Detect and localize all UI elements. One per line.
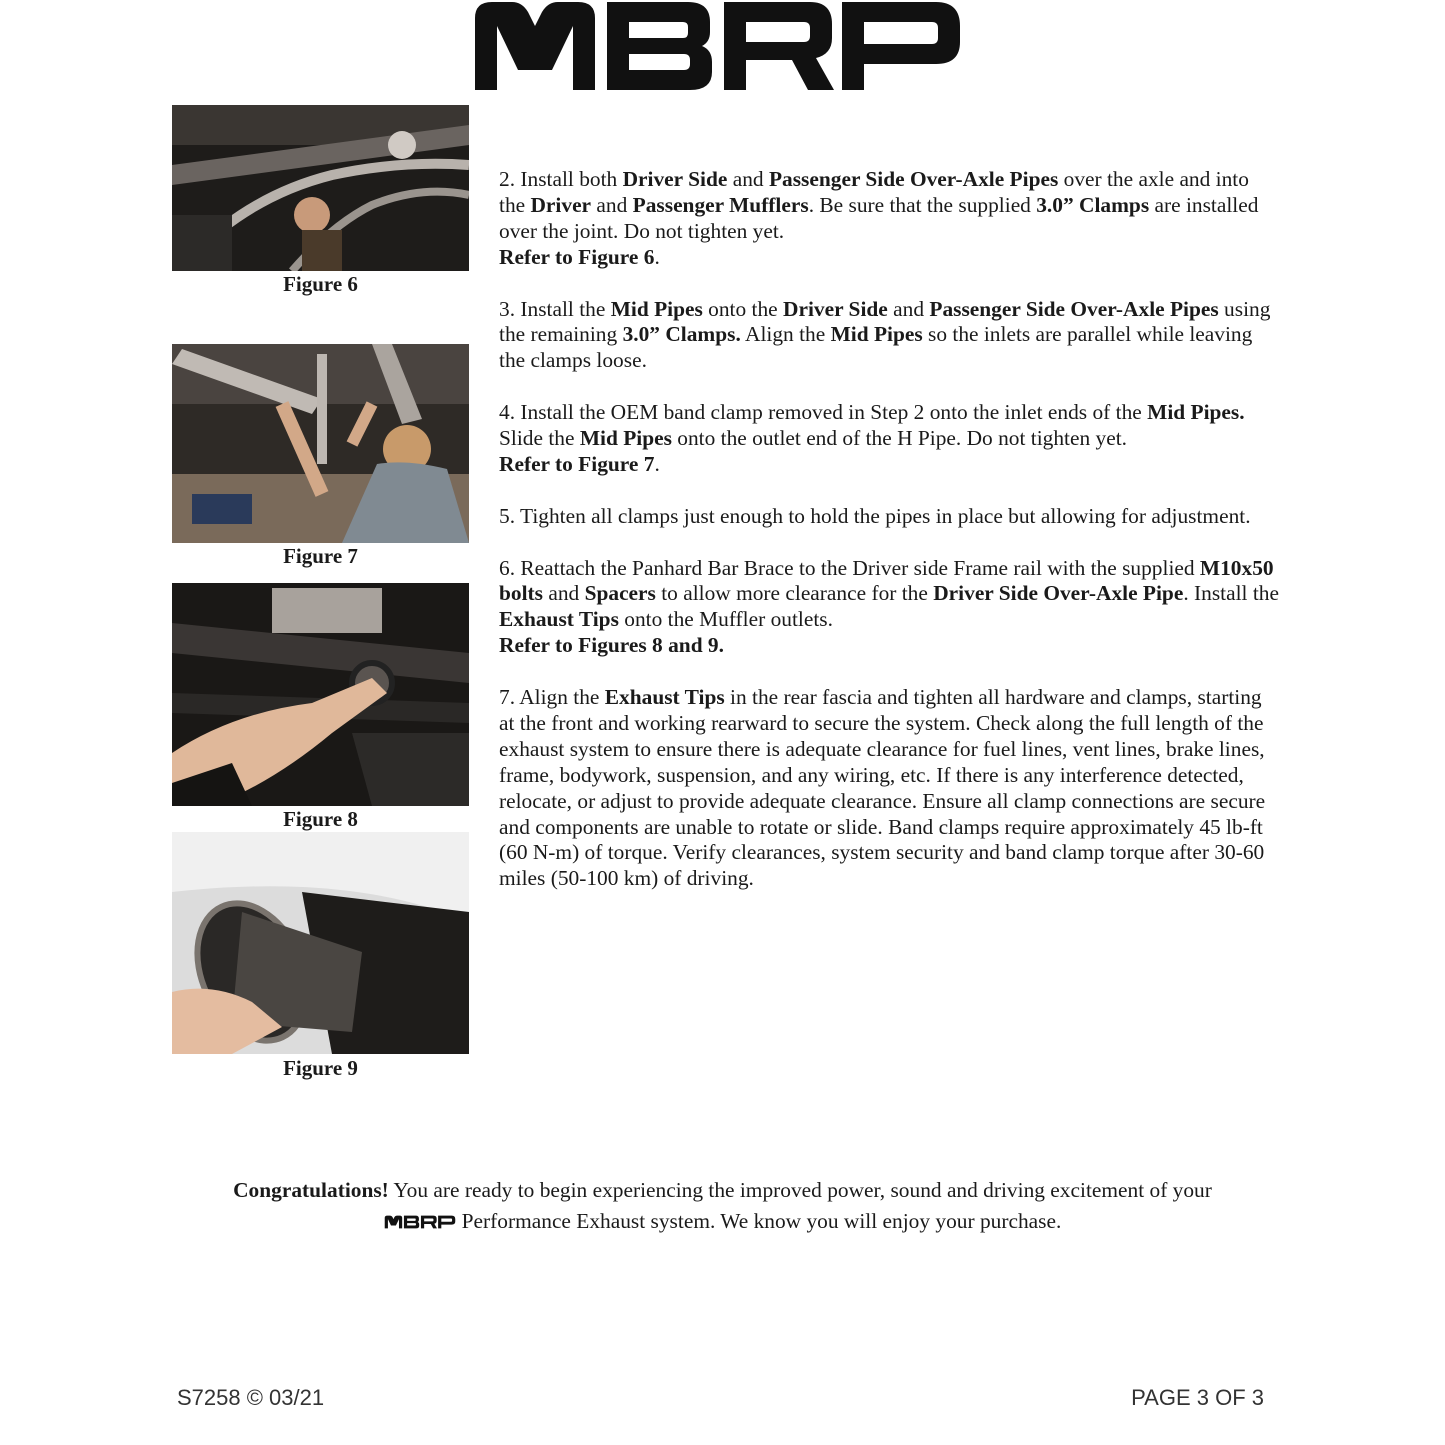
step-text-run: 6. Reattach the Panhard Bar Brace to the Driver side Frame rail with the supplied (499, 555, 1200, 580)
step-text-run: onto the outlet end of the H Pipe. Do not tighten yet. (677, 426, 1127, 451)
step-text-run: 3.0” Clamps (1036, 192, 1150, 217)
step-text-run: Refer to Figures 8 and 9. (499, 633, 724, 658)
step-text-run: 3. Install the (499, 296, 611, 321)
step-7 (499, 685, 1279, 892)
page-number: PAGE 3 OF 3 (1131, 1385, 1264, 1410)
mbrp-mini-logo-icon (384, 1214, 456, 1230)
step-text-run: using the remaining (499, 296, 1271, 347)
step-text-run: Mid Pipes. (1147, 400, 1245, 425)
congrats-bold: Congratulations! (233, 1178, 389, 1202)
step-text-run: onto the (702, 296, 784, 321)
step-5 (499, 504, 1279, 530)
mbrp-logo-icon (470, 0, 965, 92)
step-text-run: 2. Install both (499, 167, 623, 191)
step-text-run: 3.0” Clamps. (622, 322, 741, 347)
step-text-run: Driver (530, 192, 592, 217)
step-6 (499, 556, 1279, 660)
mechanic-installing-pipes-photo-icon (172, 344, 469, 543)
step-text-run: Exhaust Tips (604, 685, 725, 710)
mbrp-logo (470, 0, 965, 92)
step-text-run: Refer to Figure 6 (499, 244, 655, 269)
step-text-run: Refer to Figure 7 (499, 451, 655, 476)
step-text-run: Passenger Mufflers (632, 192, 809, 217)
step-text-run: so the inlets are parallel while leaving the clamps loose. (499, 322, 1253, 373)
step-text-run: 4. Install the OEM band clamp removed in Step 2 onto the inlet ends of the (499, 400, 1148, 425)
step-text-run: in the rear fascia and tighten all hardware and clamps, starting at the front and working rearward to secure the system. Check along the full length of the exhaust system to ensure there is adequate clearance for fuel lines, vent lines, brake lines, frame, bodywork, suspension, and any wiring, etc. If there is any interference detected, relocate, or adjust to provide adequate clearance. Ensure all clamp connections are secure and components are unable to rotate or slide. Band clamps require approximately 45 lb-ft (60 N-m) of torque. Verify clearances, system security and band clamp torque after 30-60 miles (50-100 km) of driving. (499, 685, 1266, 891)
step-text-run: and (542, 581, 585, 606)
step-text-run: Passenger Side Over-Axle Pipes (929, 296, 1219, 321)
step-2 (499, 167, 1279, 271)
step-text-run: to allow more clearance for the (655, 581, 934, 606)
step-text-run: 5. Tighten all clamps just enough to hold the pipes in place but allowing for adjustment. (499, 503, 1251, 528)
figure-9-image (172, 832, 469, 1054)
exhaust-tip-photo-icon (172, 832, 469, 1054)
step-text-run: and (887, 296, 930, 321)
step-text-run: Spacers (584, 581, 656, 606)
step-text-run: . (654, 244, 660, 269)
step-text-run: Driver Side (783, 296, 888, 321)
step-text-run: Driver Side Over-Axle Pipe (933, 581, 1184, 606)
figure-8-image (172, 583, 469, 806)
step-4 (499, 400, 1279, 478)
figure-7-caption: Figure 7 (283, 544, 358, 568)
undercarriage-photo-icon (172, 105, 469, 271)
figure-7-image (172, 344, 469, 543)
step-text-run: Mid Pipes (579, 426, 672, 451)
step-text-run: M10x50 bolts (499, 555, 1274, 606)
document-code: S7258 © 03/21 (177, 1385, 325, 1410)
step-text-run: and (727, 167, 769, 191)
step-text-run: over the axle and into the (499, 167, 1249, 217)
step-text-run: are installed over the joint. Do not tighten yet. (499, 192, 1259, 243)
step-text-run: . Install the (1183, 581, 1279, 606)
congrats-line1: You are ready to begin experiencing the improved power, sound and driving excitement of your (388, 1178, 1212, 1202)
figure-6-image (172, 105, 469, 271)
figure-9-caption: Figure 9 (283, 1056, 358, 1080)
step-text-run: Slide the (499, 426, 580, 451)
step-text-run: Driver Side (622, 167, 728, 191)
step-text-run: onto the Muffler outlets. (624, 607, 833, 632)
congratulations-message (150, 1175, 1295, 1237)
installation-steps (499, 167, 1279, 918)
step-text-run: . (654, 451, 660, 476)
figure-8-caption: Figure 8 (283, 807, 358, 831)
step-text-run: Mid Pipes (830, 322, 923, 347)
step-text-run: . Be sure that the supplied (808, 192, 1037, 217)
step-text-run: Align the (740, 322, 831, 347)
step-text-run: 7. Align the (499, 685, 605, 710)
frame-rail-brace-photo-icon (172, 583, 469, 806)
step-3 (499, 297, 1279, 375)
step-text-run: Passenger Side Over-Axle Pipes (768, 167, 1059, 191)
step-text-run: and (591, 192, 633, 217)
figure-6-caption: Figure 6 (283, 272, 358, 296)
step-text-run: Exhaust Tips (499, 607, 619, 632)
step-text-run: Mid Pipes (610, 296, 703, 321)
congrats-line2: Performance Exhaust system. We know you will enjoy your purchase. (461, 1209, 1062, 1233)
